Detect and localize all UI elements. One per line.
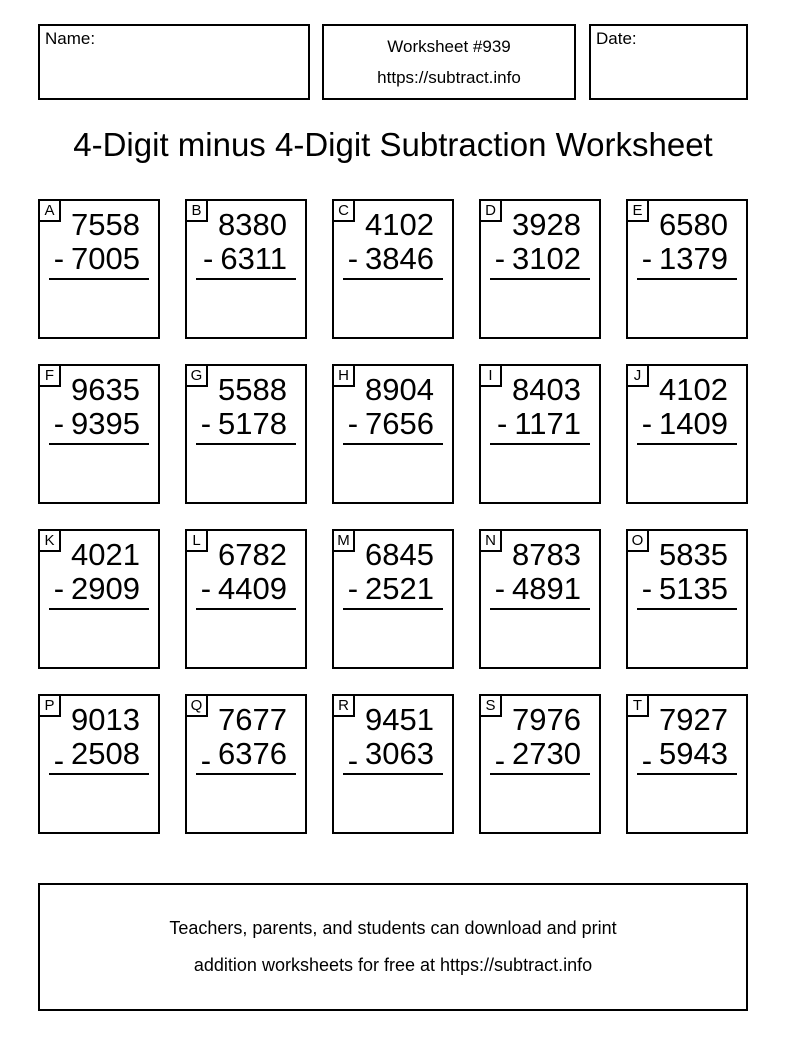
minus-operator: - — [641, 571, 653, 606]
answer-line — [49, 608, 149, 610]
answer-line — [637, 278, 737, 280]
problem-box — [38, 694, 160, 834]
minus-operator: - — [203, 241, 214, 276]
answer-line — [490, 278, 590, 280]
minuend: 7927 — [659, 702, 728, 737]
minuend: 7558 — [71, 207, 140, 242]
subtrahend: 4891 — [512, 571, 581, 606]
minuend: 9013 — [71, 702, 140, 737]
problem-label: O — [628, 531, 649, 552]
minuend: 6782 — [218, 537, 287, 572]
minus-operator: - — [347, 743, 359, 778]
subtrahend-row — [334, 242, 452, 276]
minus-operator: - — [53, 743, 65, 778]
answer-line — [196, 278, 296, 280]
date-field-box — [589, 24, 748, 100]
problem-label: D — [481, 201, 502, 222]
name-field-box — [38, 24, 310, 100]
minus-operator: - — [497, 406, 508, 441]
subtrahend-row — [187, 572, 305, 606]
answer-line — [49, 773, 149, 775]
problem-label: C — [334, 201, 355, 222]
subtrahend: 4409 — [218, 571, 287, 606]
subtrahend: 3063 — [365, 736, 434, 771]
footer-box — [38, 883, 748, 1011]
footer-line-2: addition worksheets for free at https://subtract.info — [193, 955, 593, 975]
subtrahend: 7005 — [71, 241, 140, 276]
footer-line-1: Teachers, parents, and students can download and print — [169, 918, 617, 938]
subtrahend-row — [187, 407, 305, 441]
minus-operator: - — [347, 571, 359, 606]
minuend: 8904 — [365, 372, 434, 407]
answer-line — [490, 608, 590, 610]
problem-box — [626, 529, 748, 669]
subtrahend-row — [481, 736, 599, 778]
problem-box — [185, 529, 307, 669]
minuend: 9451 — [365, 702, 434, 737]
problem-box — [479, 199, 601, 339]
minus-operator: - — [494, 241, 506, 276]
answer-line — [343, 278, 443, 280]
minus-operator: - — [53, 571, 65, 606]
answer-line — [196, 443, 296, 445]
answer-line — [49, 278, 149, 280]
problem-box — [332, 694, 454, 834]
answer-line — [490, 773, 590, 775]
problem-label: M — [334, 531, 355, 552]
subtrahend-row — [187, 242, 305, 276]
minus-operator: - — [200, 571, 212, 606]
name-label: Name: — [45, 29, 96, 48]
subtrahend: 7656 — [365, 406, 434, 441]
problem-box — [479, 529, 601, 669]
problem-label: L — [187, 531, 208, 552]
subtrahend-row — [40, 407, 158, 441]
problem-box — [626, 199, 748, 339]
subtrahend-row — [481, 572, 599, 606]
minuend: 6580 — [659, 207, 728, 242]
problem-box — [185, 694, 307, 834]
minuend: 3928 — [512, 207, 581, 242]
subtrahend-row — [334, 407, 452, 441]
minus-operator: - — [641, 241, 653, 276]
subtrahend-row — [334, 572, 452, 606]
subtrahend-row — [40, 572, 158, 606]
subtrahend: 5943 — [659, 736, 728, 771]
answer-line — [196, 773, 296, 775]
subtrahend-row — [628, 572, 746, 606]
subtrahend-row — [628, 407, 746, 441]
subtrahend-row — [481, 407, 599, 441]
answer-line — [343, 773, 443, 775]
answer-line — [343, 608, 443, 610]
subtrahend-row — [40, 736, 158, 778]
subtrahend: 6311 — [220, 241, 287, 276]
problem-label: I — [481, 366, 502, 387]
subtrahend: 2508 — [71, 736, 140, 771]
minuend: 6845 — [365, 537, 434, 572]
problem-label: P — [40, 696, 61, 717]
worksheet-url: https://subtract.info — [377, 67, 521, 87]
answer-line — [49, 443, 149, 445]
subtrahend: 1171 — [514, 406, 581, 441]
minus-operator: - — [494, 571, 506, 606]
subtrahend: 1409 — [659, 406, 728, 441]
subtrahend: 5178 — [218, 406, 287, 441]
worksheet-info-box — [322, 24, 576, 100]
subtrahend: 3846 — [365, 241, 434, 276]
worksheet-number: Worksheet #939 — [387, 36, 511, 56]
problem-box — [185, 364, 307, 504]
problem-label: B — [187, 201, 208, 222]
minuend: 4102 — [659, 372, 728, 407]
minuend: 7677 — [218, 702, 287, 737]
subtrahend-row — [628, 242, 746, 276]
problem-box — [38, 199, 160, 339]
problem-label: N — [481, 531, 502, 552]
answer-line — [637, 608, 737, 610]
answer-line — [637, 773, 737, 775]
answer-line — [343, 443, 443, 445]
minus-operator: - — [200, 406, 212, 441]
minus-operator: - — [347, 241, 359, 276]
minuend: 9635 — [71, 372, 140, 407]
minuend: 5588 — [218, 372, 287, 407]
subtrahend-row — [481, 242, 599, 276]
minuend: 7976 — [512, 702, 581, 737]
answer-line — [490, 443, 590, 445]
page-title: 4-Digit minus 4-Digit Subtraction Worksheet — [73, 126, 713, 163]
minuend: 4102 — [365, 207, 434, 242]
problem-box — [332, 199, 454, 339]
problem-label: A — [40, 201, 61, 222]
minus-operator: - — [641, 743, 653, 778]
minuend: 8403 — [512, 372, 581, 407]
subtrahend-row — [40, 242, 158, 276]
minuend: 8380 — [218, 207, 287, 242]
problem-label: E — [628, 201, 649, 222]
minuend: 8783 — [512, 537, 581, 572]
problem-box — [38, 529, 160, 669]
minus-operator: - — [347, 406, 359, 441]
problem-box — [626, 694, 748, 834]
problem-label: T — [628, 696, 649, 717]
subtrahend: 2521 — [365, 571, 434, 606]
problem-box — [185, 199, 307, 339]
problem-box — [332, 529, 454, 669]
minuend: 5835 — [659, 537, 728, 572]
problem-label: K — [40, 531, 61, 552]
problem-box — [626, 364, 748, 504]
answer-line — [637, 443, 737, 445]
subtrahend-row — [628, 736, 746, 778]
subtrahend-row — [187, 736, 305, 778]
problem-label: G — [187, 366, 208, 387]
problem-box — [479, 694, 601, 834]
subtrahend: 9395 — [71, 406, 140, 441]
problem-label: R — [334, 696, 355, 717]
answer-line — [196, 608, 296, 610]
subtrahend: 6376 — [218, 736, 287, 771]
problem-label: Q — [187, 696, 208, 717]
minus-operator: - — [53, 241, 65, 276]
problems-grid — [38, 199, 748, 834]
minus-operator: - — [494, 743, 506, 778]
minus-operator: - — [53, 406, 65, 441]
minus-operator: - — [641, 406, 653, 441]
minuend: 4021 — [71, 537, 140, 572]
problem-label: S — [481, 696, 502, 717]
minus-operator: - — [200, 743, 212, 778]
problem-label: F — [40, 366, 61, 387]
problem-box — [479, 364, 601, 504]
problem-label: J — [628, 366, 649, 387]
subtrahend: 5135 — [659, 571, 728, 606]
problem-label: H — [334, 366, 355, 387]
subtrahend: 2730 — [512, 736, 581, 771]
subtrahend: 2909 — [71, 571, 140, 606]
problem-box — [38, 364, 160, 504]
subtrahend: 3102 — [512, 241, 581, 276]
subtrahend-row — [334, 736, 452, 778]
problem-box — [332, 364, 454, 504]
subtrahend: 1379 — [659, 241, 728, 276]
date-label: Date: — [596, 29, 637, 48]
